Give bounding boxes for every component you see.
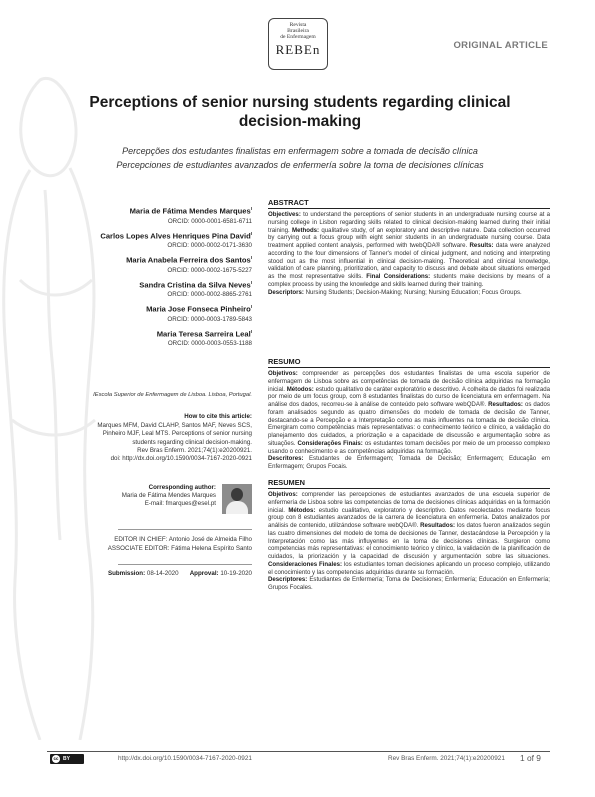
article-type-label: ORIGINAL ARTICLE — [453, 40, 548, 51]
divider — [118, 529, 252, 530]
how-to-cite-heading: How to cite this article: — [184, 413, 252, 420]
resumen-heading: RESUMEN — [268, 478, 550, 489]
corresponding-author-email[interactable]: E-mail: fmarques@esel.pt — [144, 500, 216, 507]
citation-line: students regarding clinical decision-making. — [132, 438, 252, 446]
corresponding-author-heading: Corresponding author: — [148, 484, 216, 491]
author-entry — [90, 329, 252, 348]
author-orcid-link[interactable]: ORCID: 0000-0003-0553-1188 — [167, 340, 252, 348]
resumen-text: Objetivos: comprender las percepciones de estudiantes avanzados de una escuela superior de enfermería de Lisboa sobre las competencias de toma de decisiones clínicas adquiridas en la formación inicial. Métodos: estudio cualitativo, exploratorio y descriptivo. Datos recolectados mediante focus group con 8 estudiantes avanzados de la carrera de licenciatura en enfermería. Datos analizados por análisis de contenido, utilizándose software webQDA®. Resultados: los datos fueron analizados según las cuatro dimensiones del modelo de toma de decisiones de Tanner, destacándose la Percepción y la Interpretación como las más influyentes en la toma de decisiones clínicas. Surgieron como competencias más representativas: el conocimiento teórico y clínico, la validación de la planificación de cuidados, la priorización y la capacidad de discusión y argumentación sobre las situaciones. Consideraciones Finales: los estudiantes toman decisiones aplicando un proceso complejo, utilizando el conocimiento y las competencias adquiridas durante su formación. Descriptores: Estudiantes de Enfermería; Toma de Decisiones; Enfermería; Educación en Enfermería; Grupos Focales. — [268, 491, 550, 591]
resumo-section — [268, 357, 550, 471]
logo-acronym: REBEn — [275, 42, 321, 57]
watermark-figure-illustration — [0, 40, 110, 740]
author-entry — [90, 206, 252, 225]
logo-line-3: de Enfermagem — [280, 34, 316, 40]
author-name: Maria de Fátima Mendes Marques$^I$ — [129, 206, 252, 216]
avatar-body-shape — [226, 501, 248, 514]
cc-license-badge[interactable] — [50, 754, 84, 764]
author-orcid-link[interactable]: ORCID: 0000-0003-1789-5843 — [167, 315, 252, 323]
affiliation-mark: I — [250, 328, 252, 334]
author-list — [90, 206, 252, 353]
affiliation-mark: I — [250, 279, 252, 285]
abstract-text: Objectives: to understand the perceptions of senior students in an undergraduate nursing course at a nursing college in Lisbon regarding skills related to clinical decision-making learned during their initial training. Methods: qualitative study, of an exploratory and descriptive nature. Data collection occurred by carrying out a focus group with eight senior students in an undergraduate nursing course. Data treatment applied content analysis, performed with twebQDA® software. Results: data were analyzed according to the four dimensions of Tanner's model of clinical judgment, and noticing and interpreting stood out as the most influential in clinical decision-making. Theoretical and clinical knowledge, validation of care planning, prioritization, and capacity to discuss and debate about situations emerged as the most representative skills. Final Considerations: students make decisions by means of a complex process by using the knowledge and skills learned during their training. Descriptors: Nursing Students; Decision-Making; Nursing; Nursing Education; Focus Groups. — [268, 211, 550, 296]
author-orcid-link[interactable]: ORCID: 0000-0001-6581-6711 — [167, 217, 252, 225]
footer-doi-link[interactable]: http://dx.doi.org/10.1590/0034-7167-2020-0921 — [118, 755, 252, 762]
logo-line-1: Revista — [289, 22, 307, 28]
corresponding-author-photo — [222, 484, 252, 514]
subtitle-portuguese: Percepções dos estudantes finalistas em enfermagem sobre a tomada de decisão clínica — [122, 146, 478, 156]
citation-line: Marques MFM, David CLAHP, Santos MAF, Neves SCS, — [97, 422, 252, 430]
citation-line: Rev Bras Enferm. 2021;74(1):e20200921. — [137, 446, 252, 454]
logo-line-2: Brasileira — [287, 28, 309, 34]
article-title: Perceptions of senior nursing students regarding clinical decision-making — [89, 94, 511, 130]
citation-line: Pinheiro MJF, Leal MTS. Perceptions of senior nursing — [102, 430, 252, 438]
author-orcid-link[interactable]: ORCID: 0000-0002-1675-5227 — [167, 266, 252, 274]
author-entry — [90, 304, 252, 323]
how-to-cite — [92, 413, 252, 463]
corresponding-author — [92, 484, 216, 508]
affiliation-mark: I — [250, 206, 252, 211]
resumo-text: Objetivos: compreender as percepções dos estudantes finalistas de uma escola superior de enfermagem de Lisboa sobre as competências de tomada de decisão clínica adquiridas na formação inicial. Métodos: estudo qualitativo de caráter exploratório e descritivo. A colheita de dados foi realizada por meio de um focus group, com 8 estudantes finalistas do curso de licenciatura em enfermagem. Na análise dos dados, recorreu-se à análise de conteúdo pelo software webQDA®. Resultados: os dados foram analisados segundo as quatro dimensões do modelo de tomada de decisão de Tanner, destacando-se a Percepção e a Interpretação como as mais influentes na tomada de decisão clínica. Emergiram como competências mais representativas: o conhecimento teórico e clínico, a validação do planejamento dos cuidados, a priorização e a capacidade de discussão e argumentação sobre as situações. Considerações Finais: os estudantes tomam decisões por meio de um processo complexo usando o conhecimento e as competências adquiridas na formação. Descritores: Estudantes de Enfermagem; Tomada de Decisão; Enfermagem; Educação em Enfermagem; Grupos Focais. — [268, 370, 551, 470]
resumen-section — [268, 478, 550, 592]
avatar-head-shape — [231, 488, 243, 501]
approval-date: Approval: 10-19-2020 — [189, 570, 252, 577]
journal-logo — [268, 18, 328, 70]
author-name: Sandra Cristina da Silva Neves$^I$ — [139, 279, 252, 290]
author-name: Maria Jose Fonseca Pinheiro$^I$ — [146, 304, 252, 314]
footer-citation: Rev Bras Enferm. 2021;74(1):e20200921 — [388, 755, 505, 762]
citation-doi-link[interactable]: doi: http://dx.doi.org/10.1590/0034-7167-2020-0921 — [110, 455, 252, 463]
author-entry — [90, 255, 252, 274]
dates-row — [108, 570, 252, 577]
affiliation-mark: I — [250, 230, 252, 236]
associate-editor: ASSOCIATE EDITOR: Fátima Helena Espírito Santo — [107, 544, 252, 552]
author-name: Maria Anabela Ferreira dos Santos$^I$ — [126, 255, 252, 265]
editors-block — [92, 536, 252, 553]
abstract-section — [268, 198, 550, 296]
page-number: 1 of 9 — [520, 753, 541, 763]
affiliation-note: IEscola Superior de Enfermagem de Lisboa. Lisboa, Portugal. — [93, 392, 252, 398]
corresponding-author-name: Maria de Fátima Mendes Marques — [121, 492, 216, 499]
divider — [118, 564, 252, 565]
resumo-heading: RESUMO — [268, 357, 550, 368]
cc-icon: cc — [53, 756, 59, 761]
editor-in-chief: EDITOR IN CHIEF: Antonio José de Almeida Filho — [114, 536, 252, 543]
submission-date: Submission: 08-14-2020 — [108, 570, 179, 577]
author-entry — [90, 280, 252, 299]
abstract-heading: ABSTRACT — [268, 198, 550, 209]
subtitle-spanish: Percepciones de estudiantes avanzados de enfermería sobre la toma de decisiones clínicas — [116, 160, 484, 170]
author-orcid-link[interactable]: ORCID: 0000-0002-8865-2761 — [167, 291, 252, 299]
license-label: BY — [63, 756, 70, 762]
affiliation-mark: I — [250, 304, 252, 310]
author-name: Carlos Lopes Alves Henriques Pina David$^I$ — [100, 230, 252, 241]
footer-divider — [47, 751, 550, 752]
author-name: Maria Teresa Sarreira Leal$^I$ — [156, 328, 252, 339]
author-entry — [90, 231, 252, 250]
author-orcid-link[interactable]: ORCID: 0000-0002-0171-3630 — [167, 242, 252, 250]
affiliation-mark: I — [250, 255, 252, 261]
